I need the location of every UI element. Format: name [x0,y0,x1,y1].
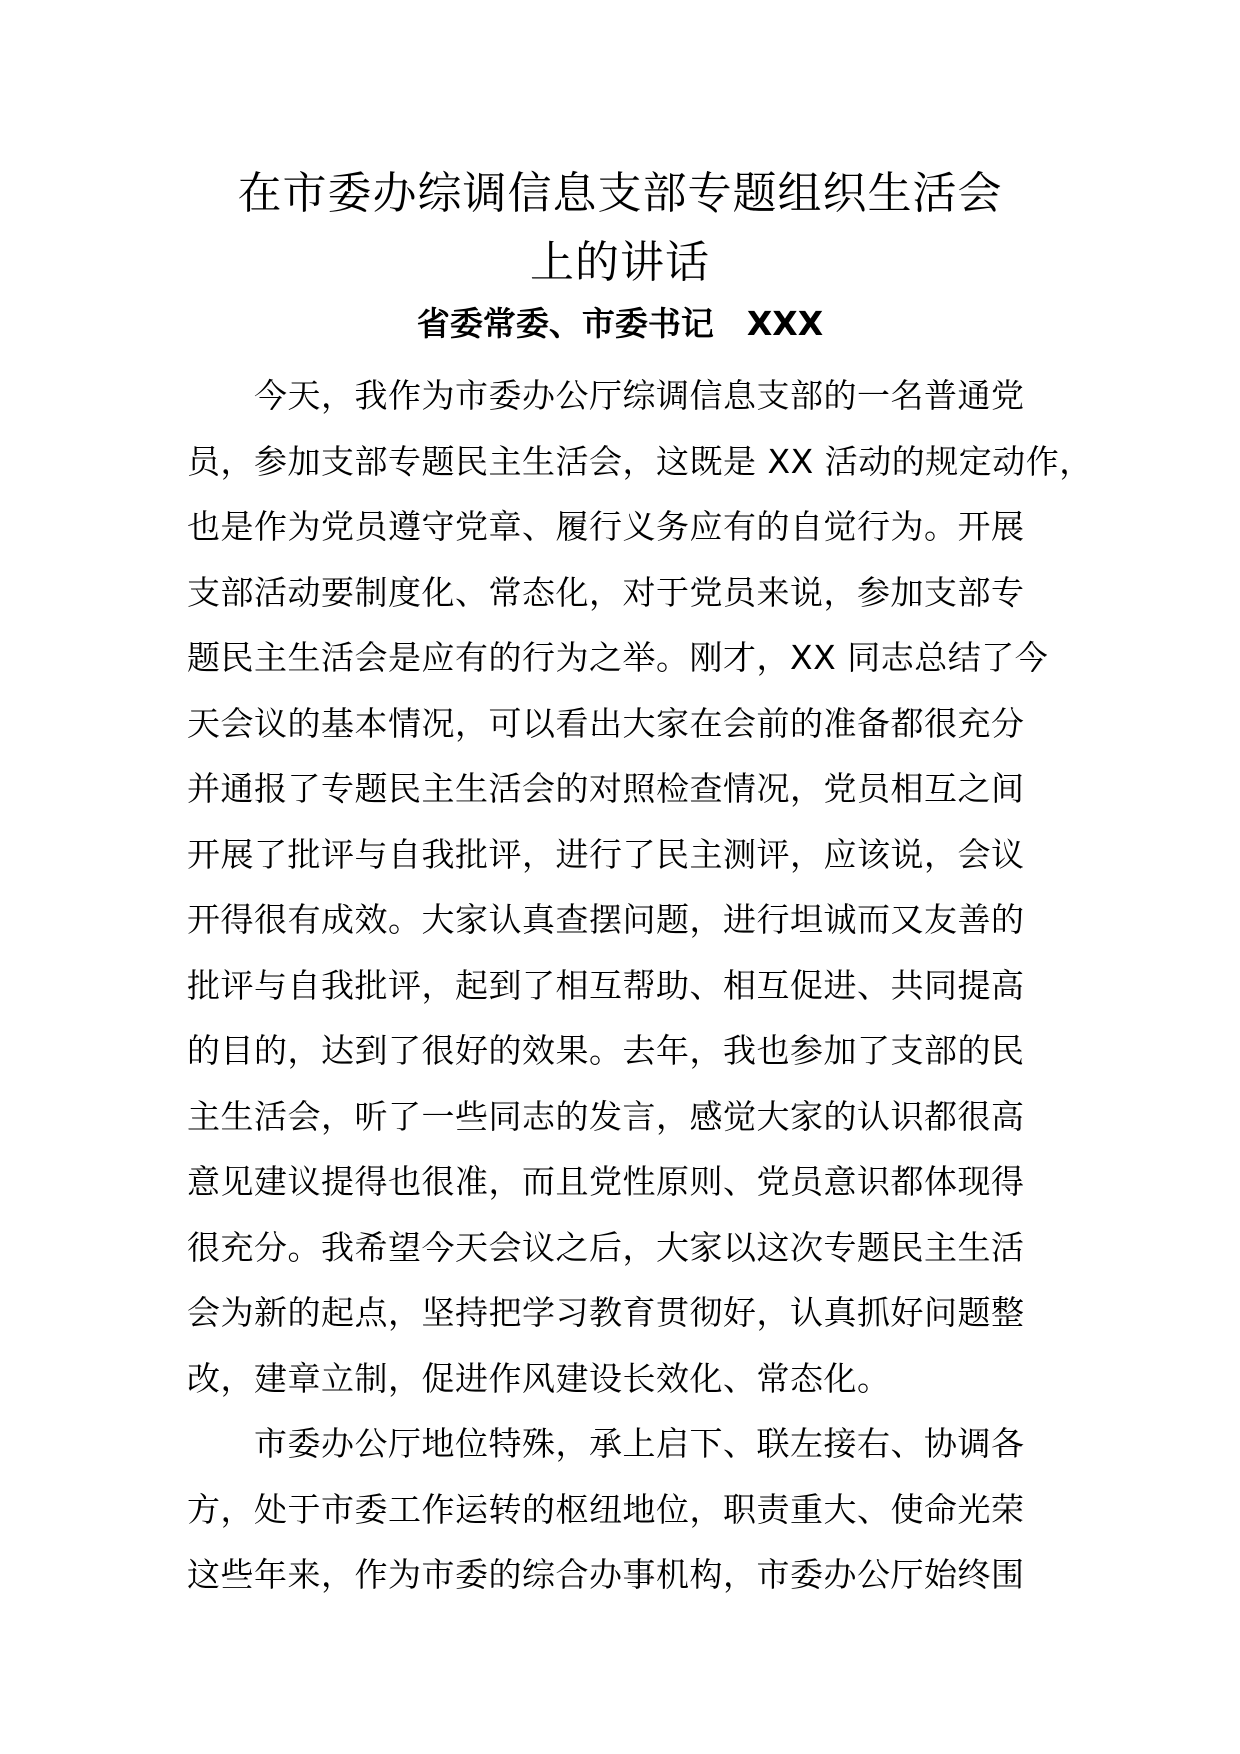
body-line: 的目的，达到了很好的效果。去年，我也参加了支部的民 [187,1031,1025,1070]
body-line: 开展了批评与自我批评，进行了民主测评，应该说，会议 [187,834,1025,874]
body-line: 市委办公厅地位特殊，承上启下、联左接右、协调各 [187,1424,1025,1463]
body-line: 会为新的起点，坚持把学习教育贯彻好，认真抓好问题整 [187,1293,1025,1332]
body-line: 这些年来，作为市委的综合办事机构，市委办公厅始终围 [187,1555,1025,1594]
body-line: 改，建章立制，促进作风建设长效化、常态化。 [187,1358,891,1398]
author-byline: 省委常委、市委书记 XXX [416,304,824,343]
body-line: 也是作为党员遵守党章、履行义务应有的自觉行为。开展 [187,507,1025,546]
body-line: 方，处于市委工作运转的枢纽地位，职责重大、使命光荣 [187,1489,1025,1529]
body-line: 开得很有成效。大家认真查摆问题，进行坦诚而又友善的 [187,900,1025,939]
body-line: 题民主生活会是应有的行为之举。刚才，XX 同志总结了今 [187,638,1049,677]
body-line: 批评与自我批评，起到了相互帮助、相互促进、共同提高 [187,965,1025,1005]
body-line: 天会议的基本情况，可以看出大家在会前的准备都很充分 [187,703,1025,743]
body-line: 今天，我作为市委办公厅综调信息支部的一名普通党 [187,376,1025,415]
document-title-line-1: 在市委办综调信息支部专题组织生活会 [237,168,1003,219]
body-line: 意见建议提得也很准，而且党性原则、党员意识都体现得 [187,1162,1025,1201]
document-title-line-2: 上的讲话 [530,237,710,288]
speech-body [187,363,1093,1608]
body-line: 很充分。我希望今天会议之后，大家以这次专题民主生活 [187,1227,1025,1267]
body-line: 并通报了专题民主生活会的对照检查情况，党员相互之间 [187,769,1025,808]
body-line: 员，参加支部专题民主生活会，这既是 XX 活动的规定动作， [187,441,1093,481]
body-line: 主生活会，听了一些同志的发言，感觉大家的认识都很高 [187,1096,1025,1136]
body-line: 支部活动要制度化、常态化，对于党员来说，参加支部专 [187,572,1025,612]
